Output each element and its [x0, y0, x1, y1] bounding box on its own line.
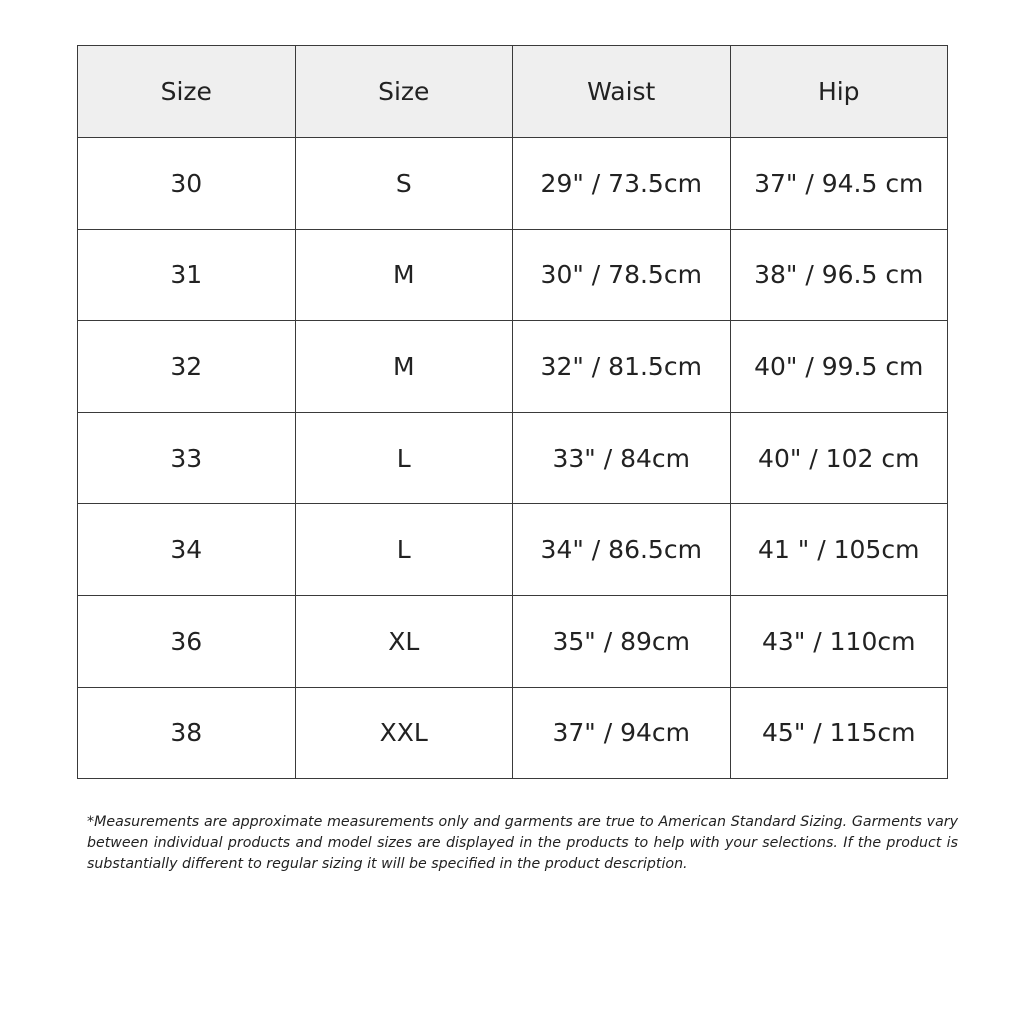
cell-size-letter: L — [295, 412, 513, 504]
cell-hip: 45" / 115cm — [730, 687, 948, 779]
cell-hip: 40" / 102 cm — [730, 412, 948, 504]
cell-hip: 43" / 110cm — [730, 595, 948, 687]
header-waist: Waist — [513, 46, 731, 138]
cell-size-letter: XL — [295, 595, 513, 687]
cell-size-numeric: 32 — [78, 321, 296, 413]
cell-hip: 37" / 94.5 cm — [730, 138, 948, 230]
cell-waist: 33" / 84cm — [513, 412, 731, 504]
cell-waist: 35" / 89cm — [513, 595, 731, 687]
table-row — [78, 138, 948, 230]
cell-size-numeric: 31 — [78, 229, 296, 321]
size-chart-table — [77, 45, 948, 779]
cell-hip: 40" / 99.5 cm — [730, 321, 948, 413]
measurement-disclaimer: *Measurements are approximate measurements only and garments are true to American Standard Sizing. Garments vary between individual products and model sizes are displayed in the products to help with your selections. If the product is substantially different to regular sizing it will be specified in the product description. — [87, 814, 958, 872]
cell-waist: 34" / 86.5cm — [513, 504, 731, 596]
cell-size-numeric: 38 — [78, 687, 296, 779]
cell-waist: 37" / 94cm — [513, 687, 731, 779]
cell-size-letter: L — [295, 504, 513, 596]
cell-size-numeric: 34 — [78, 504, 296, 596]
cell-size-letter: XXL — [295, 687, 513, 779]
header-size-letter: Size — [295, 46, 513, 138]
cell-waist: 30" / 78.5cm — [513, 229, 731, 321]
cell-hip: 38" / 96.5 cm — [730, 229, 948, 321]
cell-size-letter: M — [295, 321, 513, 413]
header-size-numeric: Size — [78, 46, 296, 138]
table-row — [78, 504, 948, 596]
cell-hip: 41 " / 105cm — [730, 504, 948, 596]
cell-waist: 29" / 73.5cm — [513, 138, 731, 230]
table-header-row — [78, 46, 948, 138]
cell-size-numeric: 36 — [78, 595, 296, 687]
table-row — [78, 229, 948, 321]
cell-size-numeric: 33 — [78, 412, 296, 504]
table-row — [78, 412, 948, 504]
cell-size-letter: S — [295, 138, 513, 230]
cell-size-numeric: 30 — [78, 138, 296, 230]
table-row — [78, 687, 948, 779]
header-hip: Hip — [730, 46, 948, 138]
table-row — [78, 321, 948, 413]
cell-waist: 32" / 81.5cm — [513, 321, 731, 413]
cell-size-letter: M — [295, 229, 513, 321]
table-row — [78, 595, 948, 687]
